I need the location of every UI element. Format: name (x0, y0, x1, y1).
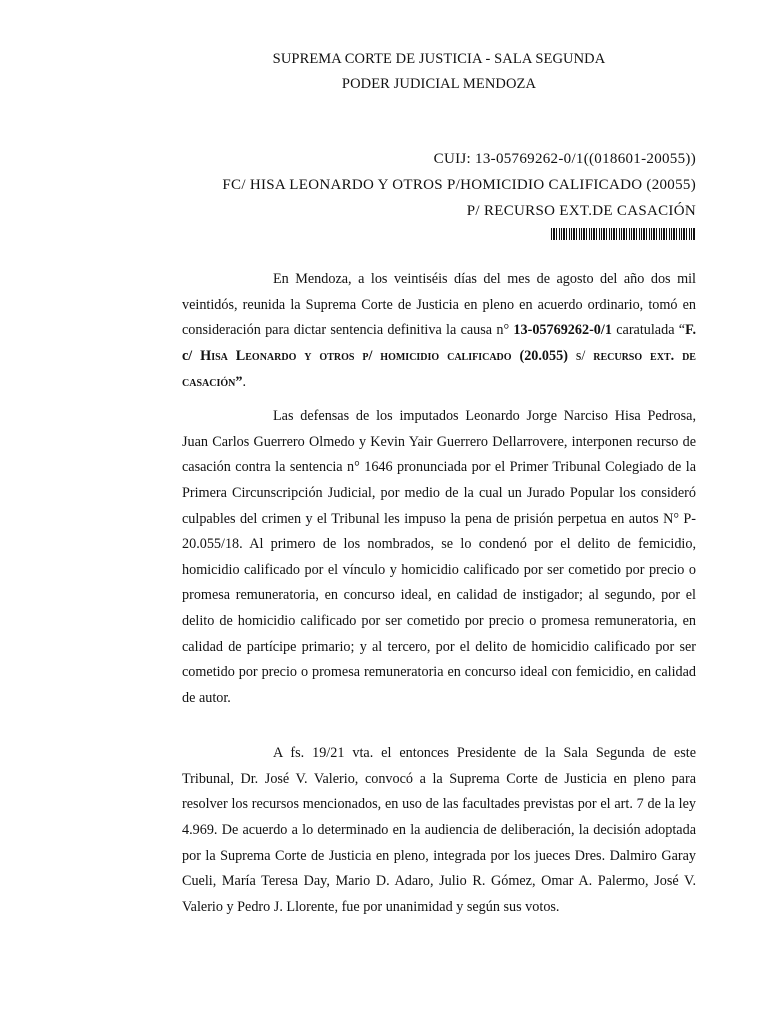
paragraph-defenses: Las defensas de los imputados Leonardo Jorge Narciso Hisa Pedrosa, Juan Carlos Guerrero Olmedo y Kevin Yair Guerrero Dellarrovere, interponen recurso de casación contra la sentencia n° 1646 pronunciada por el Primer Tribunal Colegiado de la Primera Circunscripción Judicial, por medio de la cual un Jurado Popular los consideró culpables del crimen y el Tribunal les impuso la pena de prisión perpetua en autos N° P-20.055/18. Al primero de los nombrados, se lo condenó por el delito de femicidio, homicidio calificado por el vínculo y homicidio calificado por ser cometido por precio o promesa remuneratoria, en concurso ideal, en calidad de instigador; al segundo, por el delito de homicidio calificado por ser cometido por precio o promesa remuneratoria, en calidad de partícipe primario; y al tercero, por el delito de homicidio calificado por ser cometido por precio o promesa remuneratoria en concurso ideal con femicidio, en calidad de autor. (182, 408, 696, 706)
intro-mid: caratulada “ (611, 322, 686, 339)
caption-close: ” (235, 373, 243, 390)
case-number: 13-05769262-0/1 (513, 322, 612, 339)
judiciary-heading: PODER JUDICIAL MENDOZA (341, 76, 537, 92)
caption-parties: Hisa Leonardo y otros p/ homicidio calificado (200, 347, 512, 364)
caption-fc: F. c/ (182, 322, 696, 364)
case-title: FC/ HISA LEONARDO Y OTROS P/HOMICIDIO CALIFICADO (20055) (222, 177, 696, 193)
caption-recurso: recurso ext. de casación (182, 347, 696, 390)
cuij-line: CUIJ: 13-05769262-0/1((018601-20055)) (433, 151, 696, 167)
paragraph-procedure: A fs. 19/21 vta. el entonces Presidente de la Sala Segunda de este Tribunal, Dr. José V. Valerio, convocó a la Suprema Corte de Justicia en pleno para resolver los recursos mencionados, en uso de las facultades previstas por el art. 7 de la ley 4.969. De acuerdo a lo determinado en la audiencia de deliberación, la decisión adoptada por la Suprema Corte de Justicia en pleno, integrada por los jueces Dres. Dalmiro Garay Cueli, María Teresa Day, Mario D. Adaro, Julio R. Gómez, Omar A. Palermo, José V. Valerio y Pedro J. Llorente, fue por unanimidad y según sus votos. (182, 745, 696, 915)
paragraph-intro (182, 267, 696, 395)
case-subtitle: P/ RECURSO EXT.DE CASACIÓN (466, 203, 696, 219)
intro-lead: En Mendoza, a los veintiséis días del mes de agosto del año dos mil veintidós, reunida la Suprema Corte de Justicia en pleno en acuerdo ordinario, tomó en consideración para dictar sentencia definitiva la causa n° (182, 271, 696, 339)
barcode (551, 228, 696, 240)
caption-tail: s/ (567, 347, 594, 364)
intro-end: . (242, 373, 246, 390)
court-heading: SUPREMA CORTE DE JUSTICIA - SALA SEGUNDA (272, 51, 606, 67)
caption-number: (20.055) (511, 347, 568, 364)
